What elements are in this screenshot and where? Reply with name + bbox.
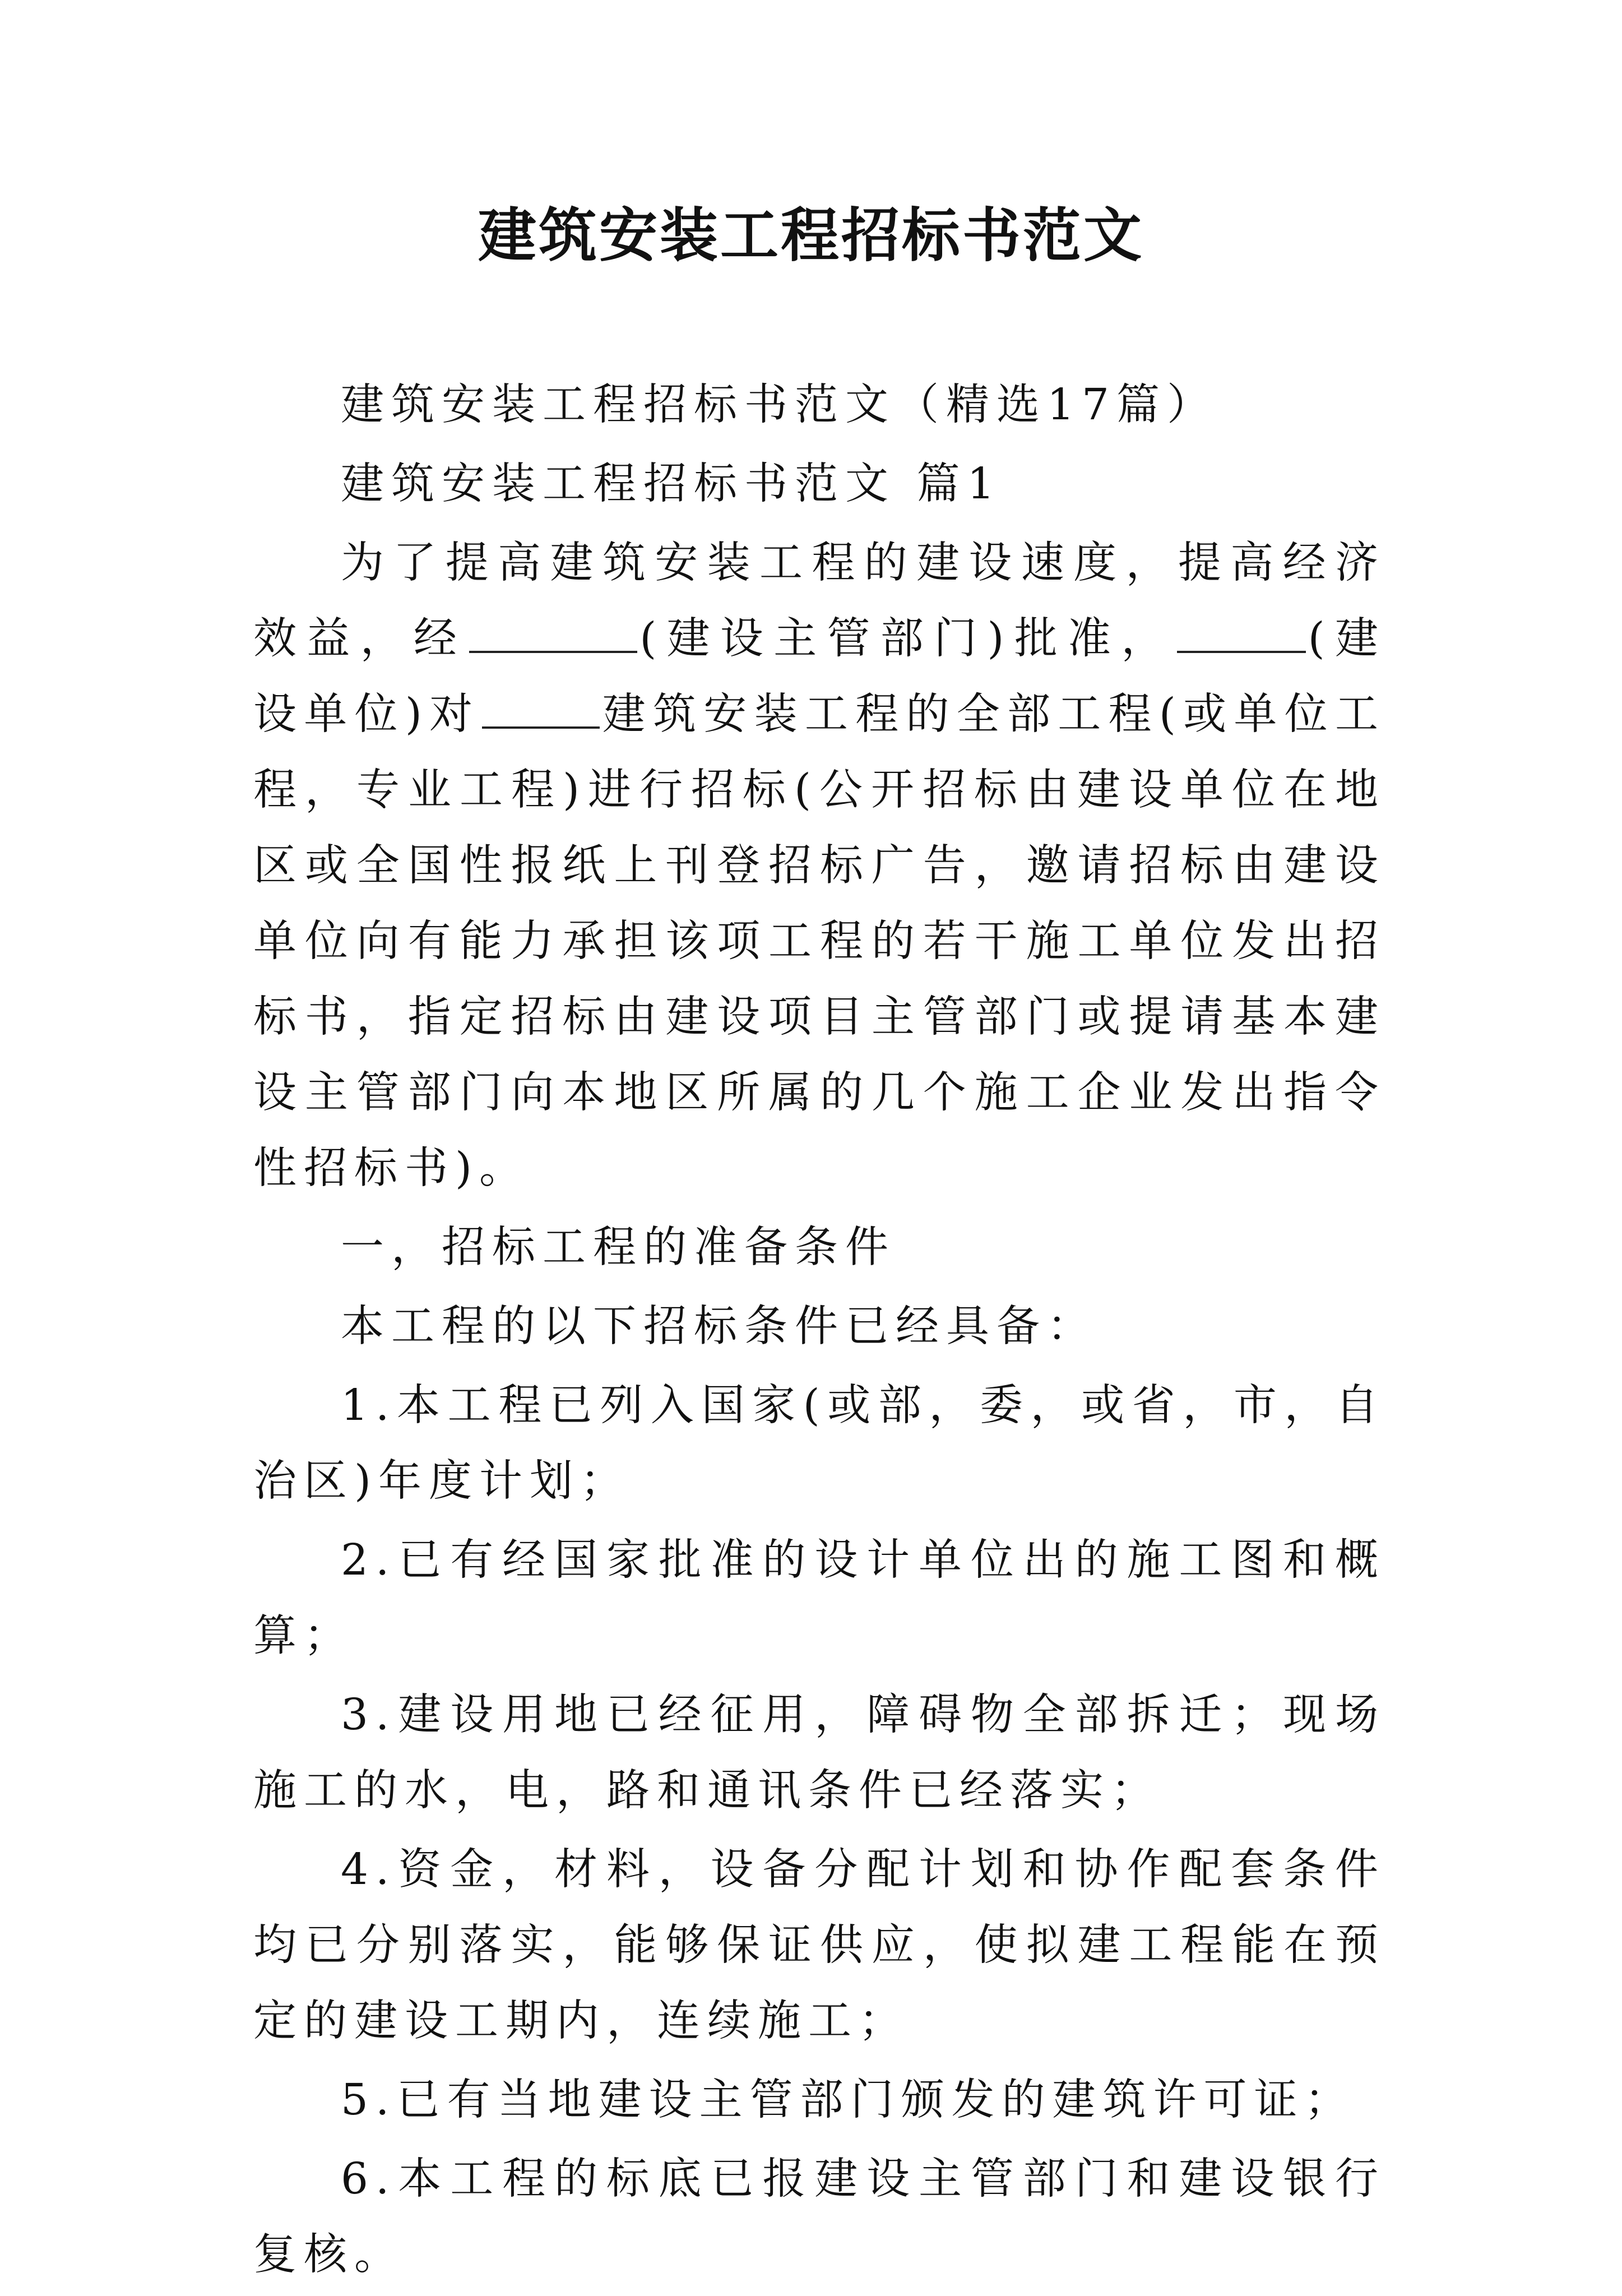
section-heading: 建筑安装工程招标书范文 篇1 — [341, 459, 1002, 509]
paragraph-heading-1: 一，招标工程的准备条件 — [341, 1223, 896, 1272]
intro-text-2: (建设主管部门)批准， — [639, 614, 1175, 664]
intro-text-3: (建设单位)对 — [253, 614, 1385, 739]
paragraph-item-6: 6.本工程的标底已报建设主管部门和建设银行复核。 — [253, 2154, 1385, 2280]
blank-field-project — [482, 687, 600, 729]
intro-text-4: 建筑安装工程的全部工程(或单位工程，专业工程)进行招标(公开招标由建设单位在地区或全国性报纸上刊登招标广告，邀请招标由建设单位向有能力承担该项工程的若干施工单位发出招标书，指定招标由建设项目主管部门或提请基本建设主管部门向本地区所属的几个施工企业发出指令性招标书)。 — [253, 689, 1385, 1193]
document-title: 建筑安装工程招标书范文 — [478, 201, 1144, 270]
document-subtitle: 建筑安装工程招标书范文（精选17篇） — [341, 380, 1217, 430]
blank-field-unit — [1177, 612, 1306, 653]
paragraph-item-2: 2.已有经国家批准的设计单位出的施工图和概算； — [253, 1535, 1385, 1661]
intro-paragraph — [253, 525, 1385, 1206]
paragraph-item-5: 5.已有当地建设主管部门颁发的建筑许可证； — [341, 2075, 1355, 2125]
paragraph-item-1: 1.本工程已列入国家(或部，委，或省，市，自治区)年度计划； — [253, 1381, 1385, 1506]
paragraph-item-3: 3.建设用地已经征用，障碍物全部拆迁；现场施工的水，电，路和通讯条件已经落实； — [253, 1690, 1385, 1816]
intro-text-1: 为了提高建筑安装工程的建设速度，提高经济效益，经 — [253, 538, 1385, 664]
document-body — [253, 367, 1385, 2296]
paragraph-item-4: 4.资金，材料，设备分配计划和协作配套条件均已分别落实，能够保证供应，使拟建工程能在预定的建设工期内，连续施工； — [253, 1845, 1385, 2046]
paragraph-conditions: 本工程的以下招标条件已经具备： — [341, 1302, 1097, 1351]
blank-field-authority — [469, 612, 637, 653]
